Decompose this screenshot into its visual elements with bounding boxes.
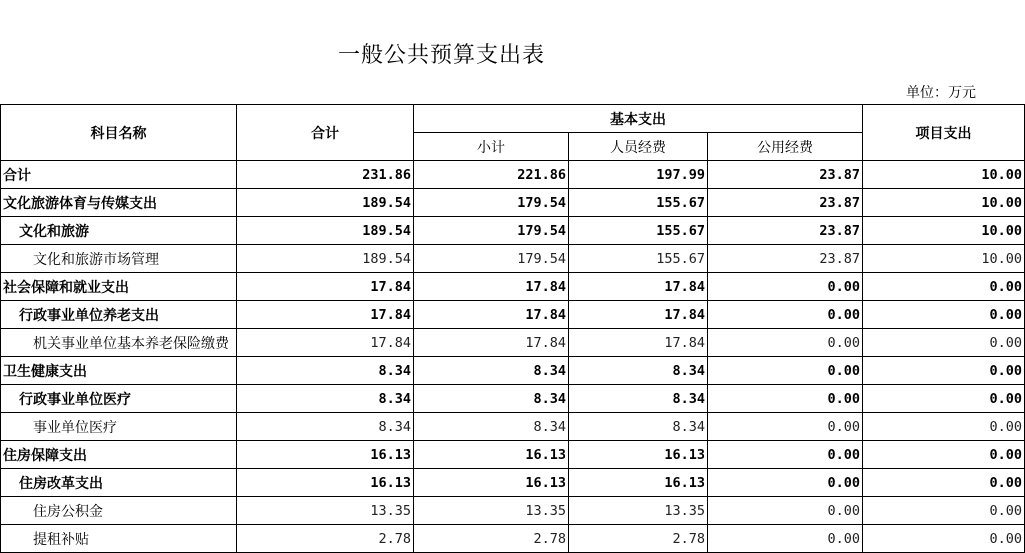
row-personnel-cell: 2.78 xyxy=(569,525,708,553)
header-total: 合计 xyxy=(237,105,414,161)
row-public-cell: 23.87 xyxy=(708,245,863,273)
row-subtotal-cell: 16.13 xyxy=(414,469,569,497)
row-public-cell: 0.00 xyxy=(708,497,863,525)
row-project-cell: 0.00 xyxy=(863,273,1025,301)
row-public-cell: 0.00 xyxy=(708,329,863,357)
header-public: 公用经费 xyxy=(708,133,863,161)
row-personnel-cell: 17.84 xyxy=(569,301,708,329)
table-row xyxy=(1,385,1025,413)
table-row xyxy=(1,245,1025,273)
row-item-name: 住房公积金 xyxy=(1,497,237,525)
row-total-cell: 8.34 xyxy=(237,385,414,413)
row-personnel-cell: 16.13 xyxy=(569,469,708,497)
row-public-cell: 0.00 xyxy=(708,441,863,469)
row-project-cell: 0.00 xyxy=(863,441,1025,469)
row-total-cell: 16.13 xyxy=(237,469,414,497)
row-personnel-cell: 17.84 xyxy=(569,273,708,301)
row-total-cell: 189.54 xyxy=(237,217,414,245)
row-project-cell: 10.00 xyxy=(863,217,1025,245)
row-item-name: 事业单位医疗 xyxy=(1,413,237,441)
table-row xyxy=(1,189,1025,217)
row-project-cell: 0.00 xyxy=(863,385,1025,413)
row-subtotal-cell: 8.34 xyxy=(414,385,569,413)
row-project-cell: 0.00 xyxy=(863,357,1025,385)
header-basic-expenditure: 基本支出 xyxy=(414,105,863,133)
row-item-name: 住房改革支出 xyxy=(1,469,237,497)
row-subtotal-cell: 2.78 xyxy=(414,525,569,553)
table-row xyxy=(1,161,1025,189)
row-subtotal-cell: 179.54 xyxy=(414,217,569,245)
row-item-name: 卫生健康支出 xyxy=(1,357,237,385)
row-item-name: 文化和旅游市场管理 xyxy=(1,245,237,273)
row-total-cell: 17.84 xyxy=(237,273,414,301)
row-total-cell: 231.86 xyxy=(237,161,414,189)
page-title: 一般公共预算支出表 xyxy=(338,43,546,68)
row-subtotal-cell: 179.54 xyxy=(414,189,569,217)
row-total-cell: 16.13 xyxy=(237,441,414,469)
row-total-cell: 2.78 xyxy=(237,525,414,553)
row-item-name: 合计 xyxy=(1,161,237,189)
header-subtotal: 小计 xyxy=(414,133,569,161)
row-personnel-cell: 197.99 xyxy=(569,161,708,189)
table-row xyxy=(1,497,1025,525)
row-subtotal-cell: 13.35 xyxy=(414,497,569,525)
row-public-cell: 0.00 xyxy=(708,273,863,301)
row-project-cell: 0.00 xyxy=(863,469,1025,497)
row-personnel-cell: 8.34 xyxy=(569,357,708,385)
row-subtotal-cell: 17.84 xyxy=(414,329,569,357)
row-personnel-cell: 17.84 xyxy=(569,329,708,357)
row-public-cell: 0.00 xyxy=(708,301,863,329)
table-body xyxy=(1,161,1025,553)
header-project-expenditure: 项目支出 xyxy=(863,105,1025,161)
table-row xyxy=(1,357,1025,385)
table-row xyxy=(1,469,1025,497)
row-subtotal-cell: 8.34 xyxy=(414,413,569,441)
row-total-cell: 189.54 xyxy=(237,245,414,273)
row-public-cell: 0.00 xyxy=(708,525,863,553)
row-public-cell: 23.87 xyxy=(708,217,863,245)
row-item-name: 社会保障和就业支出 xyxy=(1,273,237,301)
row-item-name: 文化和旅游 xyxy=(1,217,237,245)
row-subtotal-cell: 8.34 xyxy=(414,357,569,385)
row-subtotal-cell: 17.84 xyxy=(414,301,569,329)
row-public-cell: 23.87 xyxy=(708,189,863,217)
row-project-cell: 0.00 xyxy=(863,525,1025,553)
row-total-cell: 189.54 xyxy=(237,189,414,217)
row-project-cell: 0.00 xyxy=(863,329,1025,357)
table-row xyxy=(1,329,1025,357)
row-personnel-cell: 155.67 xyxy=(569,217,708,245)
table-row xyxy=(1,525,1025,553)
row-total-cell: 13.35 xyxy=(237,497,414,525)
row-item-name: 文化旅游体育与传媒支出 xyxy=(1,189,237,217)
row-public-cell: 23.87 xyxy=(708,161,863,189)
row-total-cell: 8.34 xyxy=(237,357,414,385)
budget-table xyxy=(0,104,1025,553)
header-personnel: 人员经费 xyxy=(569,133,708,161)
row-subtotal-cell: 16.13 xyxy=(414,441,569,469)
header-item-name: 科目名称 xyxy=(1,105,237,161)
row-total-cell: 17.84 xyxy=(237,301,414,329)
row-item-name: 行政事业单位养老支出 xyxy=(1,301,237,329)
row-total-cell: 17.84 xyxy=(237,329,414,357)
row-project-cell: 0.00 xyxy=(863,301,1025,329)
unit-label: 单位：万元 xyxy=(906,85,976,101)
row-public-cell: 0.00 xyxy=(708,385,863,413)
row-personnel-cell: 16.13 xyxy=(569,441,708,469)
table-row xyxy=(1,301,1025,329)
row-personnel-cell: 155.67 xyxy=(569,189,708,217)
row-project-cell: 0.00 xyxy=(863,497,1025,525)
row-personnel-cell: 8.34 xyxy=(569,385,708,413)
row-project-cell: 0.00 xyxy=(863,413,1025,441)
table-row xyxy=(1,413,1025,441)
row-personnel-cell: 155.67 xyxy=(569,245,708,273)
row-subtotal-cell: 221.86 xyxy=(414,161,569,189)
row-item-name: 提租补贴 xyxy=(1,525,237,553)
row-item-name: 机关事业单位基本养老保险缴费 xyxy=(1,329,237,357)
row-project-cell: 10.00 xyxy=(863,161,1025,189)
row-subtotal-cell: 17.84 xyxy=(414,273,569,301)
row-personnel-cell: 8.34 xyxy=(569,413,708,441)
row-personnel-cell: 13.35 xyxy=(569,497,708,525)
row-item-name: 住房保障支出 xyxy=(1,441,237,469)
row-project-cell: 10.00 xyxy=(863,245,1025,273)
table-row xyxy=(1,273,1025,301)
row-subtotal-cell: 179.54 xyxy=(414,245,569,273)
row-total-cell: 8.34 xyxy=(237,413,414,441)
row-public-cell: 0.00 xyxy=(708,413,863,441)
row-public-cell: 0.00 xyxy=(708,357,863,385)
row-public-cell: 0.00 xyxy=(708,469,863,497)
table-row xyxy=(1,217,1025,245)
row-project-cell: 10.00 xyxy=(863,189,1025,217)
row-item-name: 行政事业单位医疗 xyxy=(1,385,237,413)
table-row xyxy=(1,441,1025,469)
